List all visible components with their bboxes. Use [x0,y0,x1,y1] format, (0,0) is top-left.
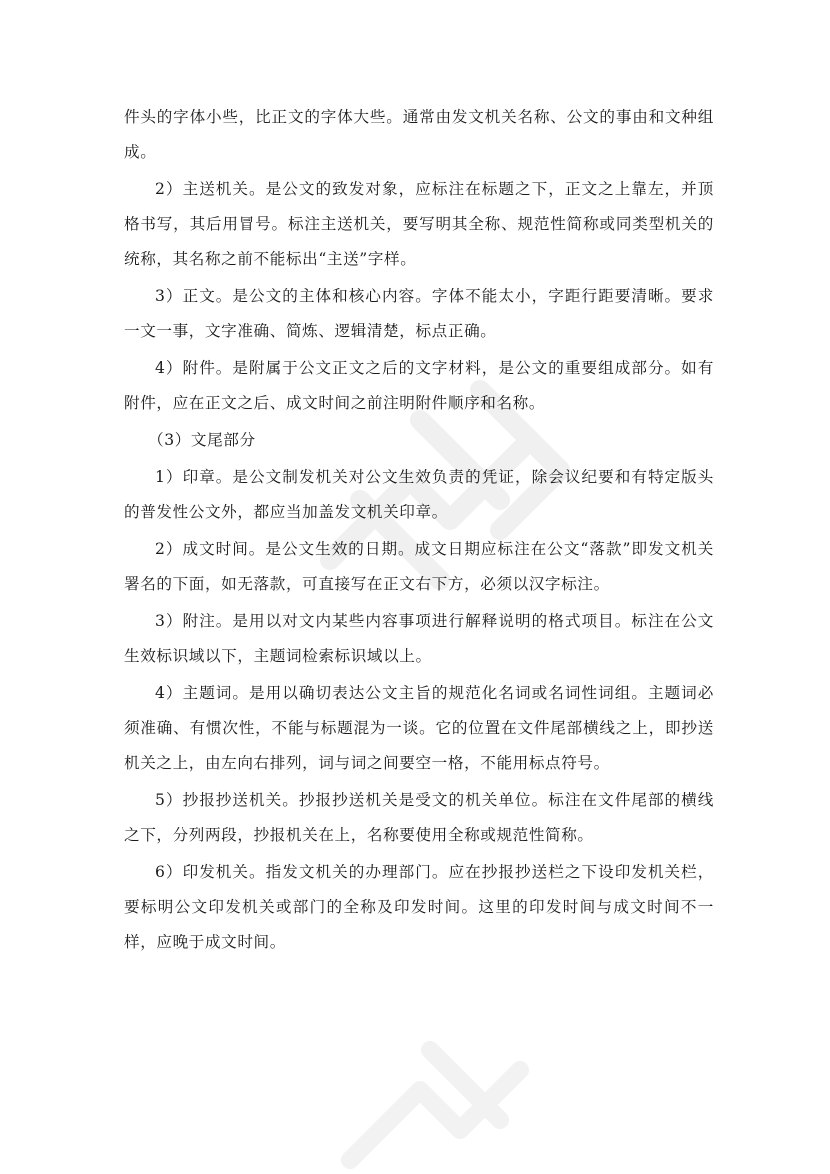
section-heading-ending: （3）文尾部分 [148,431,256,449]
paragraph-main-recipient: 2）主送机关。是公文的致发对象，应标注在标题之下，正文之上靠左，并顶格书写，其后用冒号。标注主送机关，要写明其全称、规范性简称或同类型机关的统称，其名称之前不能标出“主送”字样。 [124,180,714,268]
paragraph-body-text: 3）正文。是公文的主体和核心内容。字体不能太小，字距行距要清晰。要求一文一事，文字准确、简炼、逻辑清楚，标点正确。 [124,287,714,340]
paragraph-attachment: 4）附件。是附属于公文正文之后的文字材料，是公文的重要组成部分。如有附件，应在正文之后、成文时间之前注明附件顺序和名称。 [124,359,714,412]
watermark-bottom [330,1030,530,1174]
paragraph-seal: 1）印章。是公文制发机关对公文生效负责的凭证，除会议纪要和有特定版头的普发性公文外，都应当加盖发文机关印章。 [124,468,714,521]
paragraph-subject-terms: 4）主题词。是用以确切表达公文主旨的规范化名词或名词性词组。主题词必须准确、有惯次性，不能与标题混为一谈。它的位置在文件尾部横线之上，即抄送机关之上，由左向右排列，词与词之间要空一格，不能用标点符号。 [124,684,714,772]
paragraph-copy-to: 5）抄报抄送机关。抄报抄送机关是受文的机关单位。标注在文件尾部的横线之下，分列两段，抄报机关在上，名称要使用全称或规范性简称。 [124,791,714,844]
document-body [124,100,714,962]
paragraph-issue-date: 2）成文时间。是公文生效的日期。成文日期应标注在公文“落款”即发文机关署名的下面，如无落款，可直接写在正文右下方，必须以汉字标注。 [124,540,714,593]
paragraph-printing-office: 6）印发机关。指发文机关的办理部门。应在抄报抄送栏之下设印发机关栏，要标明公文印发机关或部门的全称及印发时间。这里的印发时间与成文时间不一样，应晚于成文时间。 [124,863,714,951]
paragraph-continuation: 件头的字体小些，比正文的字体大些。通常由发文机关名称、公文的事由和文种组成。 [124,108,714,161]
paragraph-notes: 3）附注。是用以对文内某些内容事项进行解释说明的格式项目。标注在公文生效标识域以下，主题词检索标识域以上。 [124,612,714,665]
